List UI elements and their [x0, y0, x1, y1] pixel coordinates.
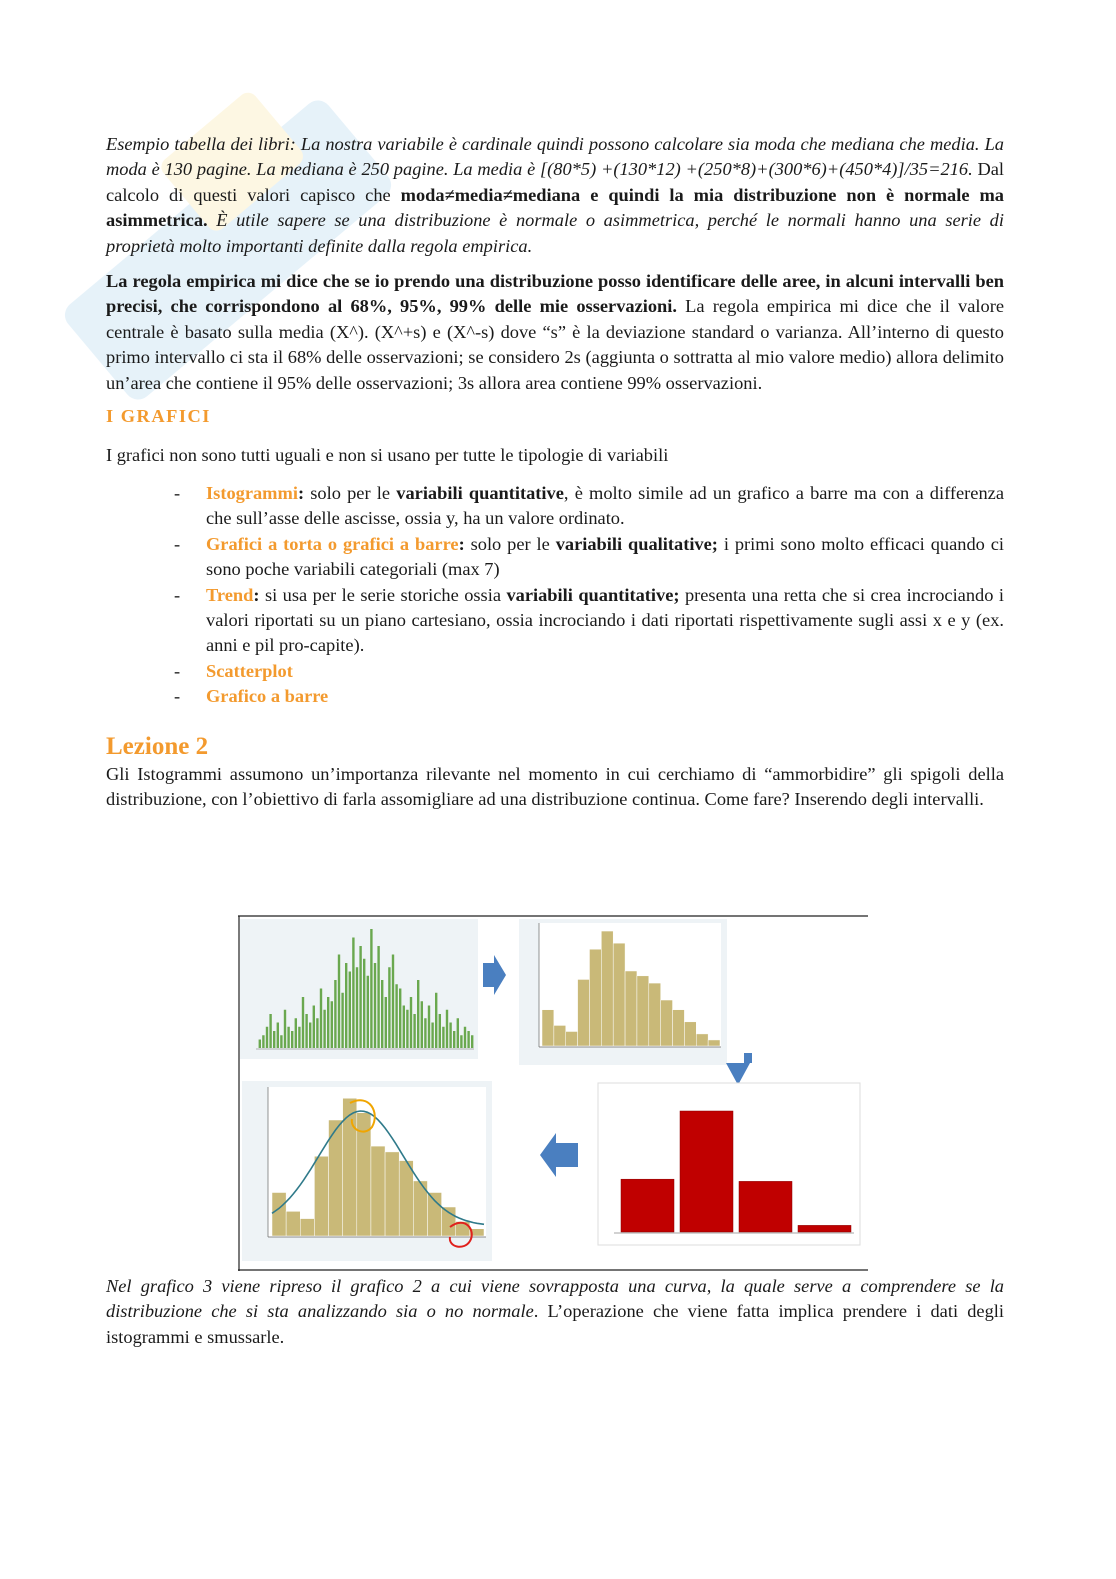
caption-text: . L’operazione che viene fatta implica prendere i dati degli istogrammi e smussarle.: [106, 1301, 1004, 1347]
chart-2-bar: [601, 931, 613, 1046]
arrow-right-icon: [483, 955, 506, 995]
esempio-bold: moda≠media≠mediana e quindi la mia distribuzione non è normale ma asimmetrica.: [106, 184, 1004, 231]
chart-1-bar: [392, 955, 394, 1049]
chart-1-bar: [341, 993, 343, 1048]
chart-1-bar: [302, 997, 304, 1048]
chart-2-bar: [637, 976, 649, 1046]
chart-1-bar: [435, 993, 437, 1048]
chart-1-bar: [295, 1018, 297, 1048]
chart-1-bar: [259, 1040, 261, 1049]
chart-2-bar: [696, 1034, 708, 1046]
chart-1-bar: [309, 1023, 311, 1049]
chart-1-bar: [334, 980, 336, 1048]
arrow-down-icon: [726, 1053, 752, 1085]
chart-1-bar: [431, 1023, 433, 1049]
chart-1-bar: [313, 1006, 315, 1049]
chart-2-bar: [554, 1025, 566, 1046]
main-content: [106, 132, 1004, 812]
chart-2-bar: [613, 943, 625, 1046]
chart-2-bar: [566, 1031, 578, 1046]
lezione-title: Lezione 2: [106, 732, 209, 760]
chart-1-bar: [471, 1035, 473, 1048]
lezione-text: Gli Istogrammi assumono un’importanza rilevante nel momento in cui cerchiamo di “ammorbidire” gli spigoli della distribuzione, con l’obiettivo di farla assomigliare ad una distribuzione continua. Come fare? Inserendo degli intervalli.: [106, 763, 1004, 809]
chart-1-bar: [316, 1018, 318, 1048]
regola-bold: La regola empirica mi dice che se io prendo una distribuzione posso identificare delle aree, in alcuni intervalli ben precisi, che corrispondono al 68%, 95%, 99% delle mie osservazioni.: [106, 271, 1004, 317]
chart-1-bar: [403, 1006, 405, 1049]
chart-1-bar: [266, 1027, 268, 1048]
chart-1-bar: [331, 1001, 333, 1048]
chart-1-bar: [399, 989, 401, 1049]
chart-2-bar: [684, 1022, 696, 1046]
chart-3-bar: [739, 1181, 792, 1232]
chart-1-bar: [370, 929, 372, 1048]
chart-1-bar: [421, 1001, 423, 1048]
grafici-list: [106, 481, 1004, 710]
chart-1-bar: [291, 1031, 293, 1048]
chart-1-bar: [298, 1027, 300, 1048]
chart-1-bar: [374, 963, 376, 1048]
chart-1-bar: [439, 1014, 441, 1048]
chart-1-bar: [277, 1023, 279, 1049]
chart-1-bar: [442, 1027, 444, 1048]
term-istogrammi: Istogrammi: [206, 482, 298, 503]
chart-4-bar: [371, 1146, 385, 1236]
figure-caption: [106, 1274, 1004, 1350]
chart-2-bar: [542, 1010, 554, 1046]
chart-1-bar: [413, 1014, 415, 1048]
list-item: - Grafici a torta o grafici a barre: solo per le variabili qualitative; i primi sono molto efficaci quando ci sono poche variabili categoriali (max 7): [174, 533, 1004, 580]
chart-1-bar: [280, 1035, 282, 1048]
chart-1-bar: [460, 1035, 462, 1048]
chart-1-bar: [269, 1014, 271, 1048]
chart-2-bar: [625, 971, 637, 1046]
chart-4-bar: [314, 1156, 328, 1236]
chart-1-bar: [359, 946, 361, 1048]
chart-1-bar: [424, 1018, 426, 1048]
chart-1-bar: [388, 967, 390, 1048]
term-grafici-torta: Grafici a torta o grafici a barre: [206, 533, 459, 554]
list-item: - Grafico a barre: [174, 686, 329, 707]
chart-4-bar: [385, 1152, 399, 1236]
chart-3-bar: [621, 1179, 674, 1232]
caption-italic: Nel grafico 3 viene ripreso il grafico 2 a cui viene sovrapposta una curva, la quale serve a comprendere se la distribuzione che si sta analizzando sia o no normale: [106, 1276, 1004, 1322]
chart-1-bar: [327, 997, 329, 1048]
chart-1-bar: [352, 938, 354, 1049]
chart-2-bar: [578, 979, 590, 1046]
chart-1-bar: [464, 1027, 466, 1048]
chart-1-bar: [417, 980, 419, 1048]
list-item: - Trend: si usa per le serie storiche ossia variabili quantitative; presenta una retta che si crea incrociando i valori riportati su un piano cartesiano, ossia incrociando i dati riportati rispettivamente sugli assi x e y (ex. anni e pil pro-capite).: [174, 584, 1004, 656]
chart-1-bar: [428, 1006, 430, 1049]
chart-1-bar: [284, 1010, 286, 1048]
chart-1-bar: [446, 1010, 448, 1048]
chart-1-bar: [273, 1031, 275, 1048]
chart-1-bar: [363, 959, 365, 1048]
chart-1-bar: [453, 1031, 455, 1048]
chart-4-bar: [286, 1211, 300, 1236]
list-item: - Scatterplot: [174, 660, 293, 681]
list-item: - Istogrammi: solo per le variabili quantitative, è molto simile ad un grafico a barre ma con a differenza che sull’asse delle ascisse, ossia y, ha un valore ordinato.: [174, 482, 1004, 529]
chart-2-bar: [661, 1000, 673, 1046]
chart-1-bar: [323, 1010, 325, 1048]
chart-4-bar: [300, 1219, 314, 1236]
chart-1-bar: [320, 989, 322, 1049]
chart-2-bar: [589, 949, 601, 1046]
esempio-italic: Esempio tabella dei libri: La nostra variabile è cardinale quindi possono calcolare sia moda che mediana che media. La moda è 130 pagine. La mediana è 250 pagine. La media è [(80*5) +(130*12) +(250*8)+(300*6)+(450*4)]/35=216.: [106, 134, 1004, 180]
paragraph-regola-empirica: [106, 269, 1004, 396]
chart-2-bar: [649, 983, 661, 1046]
esempio-text: Dal calcolo di questi valori capisco che: [106, 159, 1004, 205]
chart-1-bar: [410, 997, 412, 1048]
chart-1-bar: [449, 1023, 451, 1049]
paragraph-esempio: [106, 132, 1004, 259]
chart-1-bar: [262, 1035, 264, 1048]
chart-4-bar: [427, 1193, 441, 1237]
chart-1-bar: [406, 1010, 408, 1048]
term-scatterplot: Scatterplot: [206, 660, 293, 681]
chart-2-bar: [708, 1040, 720, 1046]
chart-1-bar: [338, 955, 340, 1049]
chart-1-bar: [395, 984, 397, 1048]
chart-1-bar: [345, 963, 347, 1048]
chart-1-bar: [287, 1027, 289, 1048]
esempio-italic-end: È utile sapere se una distribuzione è normale o asimmetrica, perché le normali hanno una serie di proprietà molto importanti definite dalla regola empirica.: [106, 210, 1004, 256]
chart-1-bar: [356, 967, 358, 1048]
section-heading-grafici: I GRAFICI: [106, 406, 211, 427]
term-grafico-barre: Grafico a barre: [206, 686, 329, 707]
term-trend: Trend: [206, 584, 254, 605]
chart-1-bar: [305, 1014, 307, 1048]
chart-1-bar: [377, 946, 379, 1048]
chart-3-bar: [680, 1111, 733, 1232]
intro-grafici: I grafici non sono tutti uguali e non si usano per tutte le tipologie di variabili: [106, 445, 669, 466]
chart-4-bar: [272, 1193, 286, 1237]
chart-1-bar: [467, 1031, 469, 1048]
chart-2-bar: [673, 1010, 685, 1046]
chart-3-bar: [798, 1225, 851, 1232]
chart-4-bar: [442, 1207, 456, 1236]
chart-4-bar: [399, 1161, 413, 1236]
chart-1-bar: [349, 972, 351, 1049]
regola-text: La regola empirica mi dice che il valore centrale è basato sulla media (X^). (X^+s) e (X^-s) dove “s” è la deviazione standard o varianza. All’interno di questo primo intervallo ci sta il 68% delle osservazioni; se considero 2s (aggiunta o sottratta al mio valore medio) allora delimito un’area che contiene il 95% delle osservazioni; 3s allora area contiene 99% osservazioni.: [106, 296, 1004, 393]
chart-1-bar: [385, 997, 387, 1048]
chart-1-bar: [457, 1018, 459, 1048]
arrow-left-icon: [540, 1133, 578, 1177]
chart-1-bar: [367, 976, 369, 1048]
figure-istogrammi: [238, 915, 868, 1271]
chart-1-bar: [381, 980, 383, 1048]
